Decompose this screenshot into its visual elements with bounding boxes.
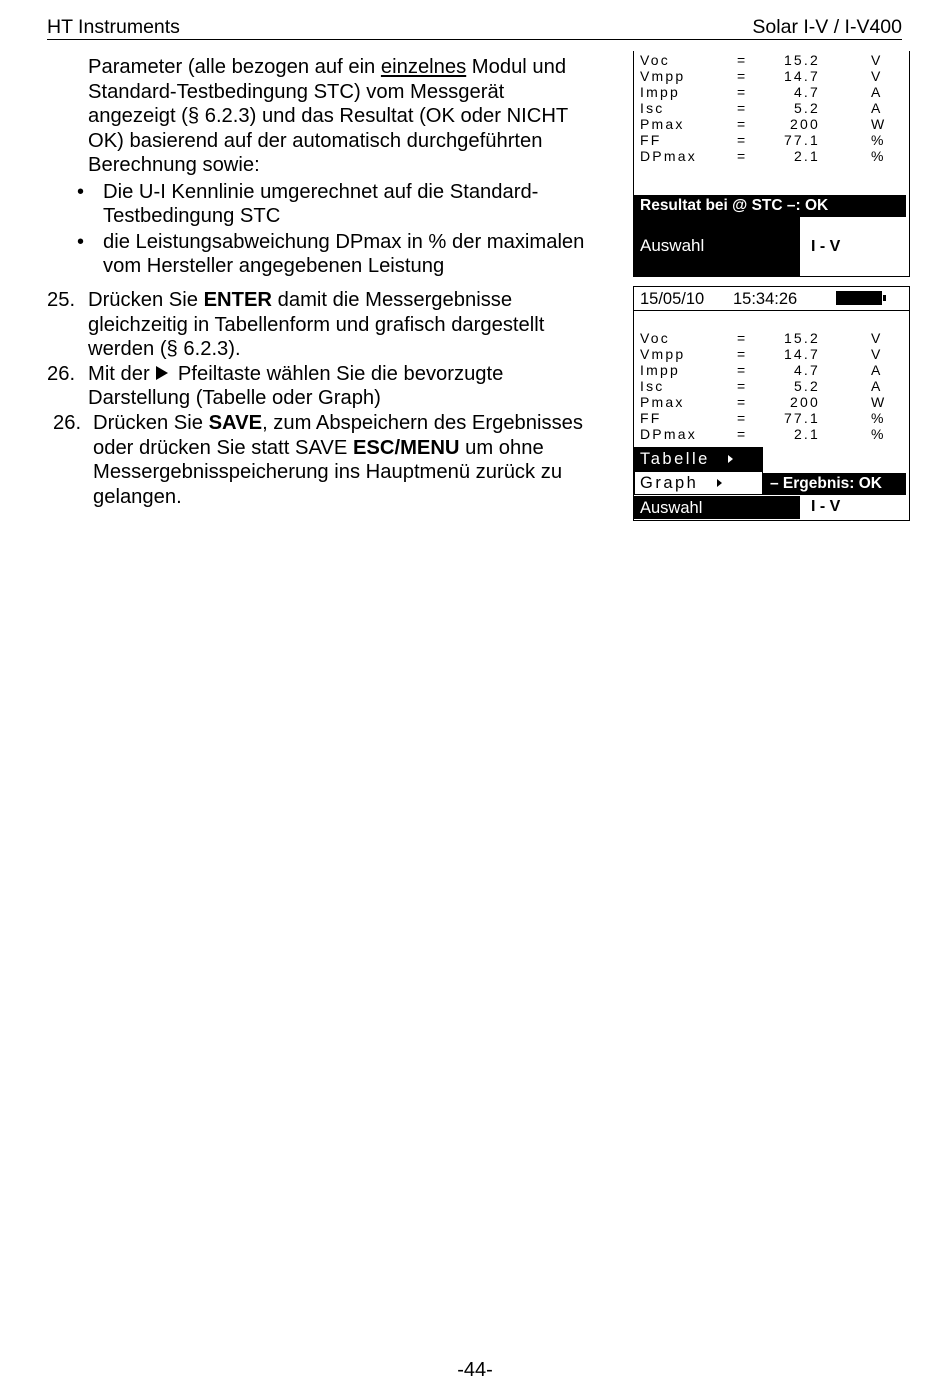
- measurement-value: 77.1: [783, 410, 820, 426]
- equals-sign: =: [737, 52, 748, 68]
- equals-sign: =: [737, 100, 748, 116]
- result-bar: [634, 195, 906, 217]
- measurement-unit: A: [871, 100, 883, 116]
- equals-sign: =: [737, 362, 748, 378]
- select-bar: [634, 496, 800, 519]
- battery-icon: [836, 291, 882, 305]
- step-26b-line-1: Drücken Sie SAVE, zum Abspeichern des Ergebnisses: [93, 412, 583, 434]
- step-26b-number: 26.: [53, 412, 82, 434]
- status-bar: [634, 287, 909, 311]
- equals-sign: =: [737, 116, 748, 132]
- measurement-row: [640, 426, 904, 442]
- measurement-row: [640, 68, 904, 84]
- select-value[interactable]: I - V: [811, 498, 841, 515]
- bullet-symbol: •: [77, 231, 85, 253]
- bullet-symbol: •: [77, 181, 85, 203]
- result-text: Resultat bei @ STC –: OK: [640, 197, 829, 214]
- measurement-value: 5.2: [793, 378, 820, 394]
- result-bar: [763, 473, 906, 495]
- measurement-value: 14.7: [783, 68, 820, 84]
- measurement-unit: V: [871, 68, 883, 84]
- step-26-line-2: Darstellung (Tabelle oder Graph): [88, 387, 381, 409]
- step-25-number: 25.: [47, 289, 76, 311]
- right-arrow-icon: [156, 366, 168, 380]
- step-26b-line-2: oder drücken Sie statt SAVE ESC/MENU um ohne: [93, 437, 544, 459]
- measurement-name: Voc: [640, 52, 670, 68]
- measurement-value: 5.2: [793, 100, 820, 116]
- menu-tabelle-label: Tabelle: [640, 450, 710, 468]
- measurement-unit: A: [871, 362, 883, 378]
- step-26-line-1: Mit der Pfeiltaste wählen Sie die bevorzugte: [88, 363, 504, 385]
- device-screen-table: [633, 286, 910, 521]
- equals-sign: =: [737, 346, 748, 362]
- step-26b-line-3: Messergebnisspeicherung ins Hauptmenü zurück zu: [93, 461, 563, 483]
- measurement-row: [640, 100, 904, 116]
- measurement-row: [640, 148, 904, 164]
- measurement-name: Pmax: [640, 394, 685, 410]
- measurement-name: Voc: [640, 330, 670, 346]
- measurement-value: 200: [790, 116, 820, 132]
- measurement-name: DPmax: [640, 426, 697, 442]
- measurement-name: Vmpp: [640, 68, 686, 84]
- select-value[interactable]: I - V: [811, 238, 841, 255]
- select-label: Auswahl: [640, 236, 705, 255]
- step-26b-line-4: gelangen.: [93, 486, 182, 508]
- measurement-row: [640, 346, 904, 362]
- measurement-unit: V: [871, 346, 883, 362]
- page-number: -44-: [457, 1359, 493, 1381]
- select-label: Auswahl: [640, 499, 703, 517]
- result-text: – Ergebnis: OK: [770, 475, 882, 492]
- measurement-unit: V: [871, 330, 883, 346]
- measurement-name: Isc: [640, 100, 665, 116]
- bullet-1-line-2: Testbedingung STC: [103, 205, 281, 227]
- page-header: [47, 16, 902, 40]
- bullet-1-line-1: Die U-I Kennlinie umgerechnet auf die Standard-: [103, 181, 539, 203]
- intro-line-1: Parameter (alle bezogen auf ein einzelnes Modul und: [88, 56, 567, 78]
- measurement-unit: %: [871, 148, 886, 164]
- bullet-2-line-2: vom Hersteller angegebenen Leistung: [103, 255, 445, 277]
- measurement-value: 77.1: [783, 132, 820, 148]
- equals-sign: =: [737, 394, 748, 410]
- measurement-unit: A: [871, 84, 883, 100]
- measurement-row: [640, 394, 904, 410]
- time: 15:34:26: [733, 290, 798, 308]
- menu-graph[interactable]: [634, 471, 763, 495]
- measurement-name: Impp: [640, 84, 680, 100]
- header-right: Solar I-V / I-V400: [752, 16, 902, 38]
- measurement-row: [640, 84, 904, 100]
- measurement-row: [640, 410, 904, 426]
- date: 15/05/10: [640, 290, 705, 308]
- measurement-row: [640, 362, 904, 378]
- equals-sign: =: [737, 68, 748, 84]
- intro-line-5: Berechnung sowie:: [88, 154, 260, 176]
- step-25-line-3: werden (§ 6.2.3).: [88, 338, 241, 360]
- measurement-unit: V: [871, 52, 883, 68]
- measurement-value: 14.7: [783, 346, 820, 362]
- measurement-name: DPmax: [640, 148, 697, 164]
- intro-line-3: angezeigt (§ 6.2.3) und das Resultat (OK oder NICHT: [88, 105, 569, 127]
- equals-sign: =: [737, 410, 748, 426]
- caret-right-icon: [717, 479, 722, 487]
- measurement-unit: W: [871, 116, 887, 132]
- equals-sign: =: [737, 426, 748, 442]
- measurement-name: Isc: [640, 378, 665, 394]
- measurement-row: [640, 116, 904, 132]
- measurement-unit: %: [871, 410, 886, 426]
- intro-line-2: Standard-Testbedingung STC) vom Messgerät: [88, 81, 505, 103]
- measurement-unit: %: [871, 426, 886, 442]
- measurement-value: 200: [790, 394, 820, 410]
- step-25-line-2: gleichzeitig in Tabellenform und grafisch dargestellt: [88, 314, 545, 336]
- menu-tabelle[interactable]: [634, 447, 763, 471]
- equals-sign: =: [737, 330, 748, 346]
- measurement-value: 2.1: [793, 148, 820, 164]
- equals-sign: =: [737, 378, 748, 394]
- measurement-row: [640, 52, 904, 68]
- intro-line-4: OK) basierend auf der automatisch durchgeführten: [88, 130, 543, 152]
- measurement-name: Impp: [640, 362, 680, 378]
- equals-sign: =: [737, 132, 748, 148]
- measurement-unit: A: [871, 378, 883, 394]
- equals-sign: =: [737, 84, 748, 100]
- caret-right-icon: [728, 455, 733, 463]
- measurement-unit: W: [871, 394, 887, 410]
- header-left: HT Instruments: [47, 16, 180, 38]
- bullet-2-line-1: die Leistungsabweichung DPmax in % der maximalen: [103, 231, 585, 253]
- measurement-row: [640, 378, 904, 394]
- measurement-name: FF: [640, 410, 662, 426]
- step-26-number: 26.: [47, 363, 76, 385]
- step-25-line-1: Drücken Sie ENTER damit die Messergebnisse: [88, 289, 513, 311]
- measurement-name: Vmpp: [640, 346, 686, 362]
- measurement-name: FF: [640, 132, 662, 148]
- measurement-value: 4.7: [793, 84, 820, 100]
- equals-sign: =: [737, 148, 748, 164]
- measurement-value: 2.1: [793, 426, 820, 442]
- select-bar: [634, 217, 800, 276]
- menu-graph-label: Graph: [640, 474, 699, 492]
- device-screen-results: [633, 51, 910, 277]
- measurement-unit: %: [871, 132, 886, 148]
- measurement-value: 4.7: [793, 362, 820, 378]
- measurement-row: [640, 132, 904, 148]
- measurement-value: 15.2: [783, 52, 820, 68]
- measurement-name: Pmax: [640, 116, 685, 132]
- measurement-row: [640, 330, 904, 346]
- measurement-value: 15.2: [783, 330, 820, 346]
